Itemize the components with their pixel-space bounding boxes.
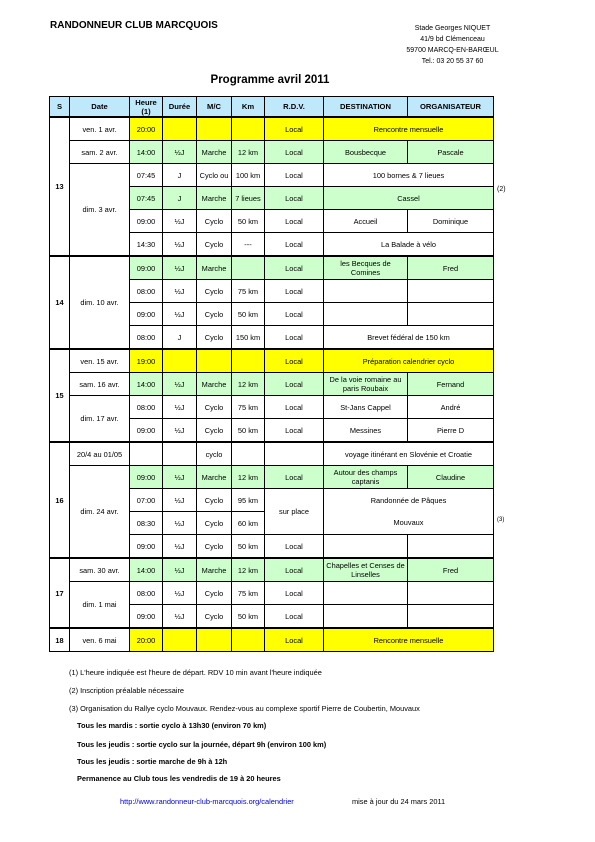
km-cell: --- <box>232 233 265 257</box>
heure-cell: 08:00 <box>130 396 163 419</box>
heure-cell: 07:00 <box>130 489 163 512</box>
week-number-cell: 15 <box>50 349 70 442</box>
mc-cell: Cyclo <box>197 489 232 512</box>
destination-cell: Préparation calendrier cyclo <box>324 349 494 373</box>
destination-cell: 100 bornes & 7 lieues <box>324 164 494 187</box>
rdv-cell: Local <box>265 466 324 489</box>
address-line: Tel.: 03 20 55 37 60 <box>421 58 484 65</box>
column-header: ORGANISATEUR <box>408 97 494 118</box>
table-row <box>50 466 494 489</box>
destination-cell: La Balade à vélo <box>324 233 494 257</box>
heure-cell: 09:00 <box>130 535 163 559</box>
side-note-3: (3) <box>497 517 505 523</box>
organizer-cell <box>408 303 494 326</box>
heure-cell: 09:00 <box>130 210 163 233</box>
organizer-cell: André <box>408 396 494 419</box>
duree-cell: J <box>163 326 197 350</box>
mc-cell: Cyclo <box>197 582 232 605</box>
rdv-cell: Local <box>265 141 324 164</box>
mc-cell: Cyclo ou <box>197 164 232 187</box>
duree-cell: ½J <box>163 233 197 257</box>
calendar-link[interactable]: http://www.randonneur-club-marcquois.org/calendrier <box>120 797 294 806</box>
date-cell: dim. 10 avr. <box>70 256 130 349</box>
table-row <box>50 442 494 466</box>
duree-cell: J <box>163 187 197 210</box>
duree-cell: ½J <box>163 396 197 419</box>
date-cell: sam. 16 avr. <box>70 373 130 396</box>
rdv-cell: Local <box>265 396 324 419</box>
rdv-cell: Local <box>265 628 324 652</box>
organizer-cell <box>408 280 494 303</box>
mc-cell: Marche <box>197 558 232 582</box>
organizer-cell: Pierre D <box>408 419 494 443</box>
duree-cell <box>163 349 197 373</box>
heure-cell: 09:00 <box>130 419 163 443</box>
mc-cell <box>197 117 232 141</box>
date-cell: dim. 1 mai <box>70 582 130 629</box>
mc-cell: Cyclo <box>197 210 232 233</box>
mc-cell: Cyclo <box>197 233 232 257</box>
destination-cell <box>324 303 408 326</box>
footnote: (3) Organisation du Rallye cyclo Mouvaux. Rendez-vous au complexe sportif Pierre de Coubertin, Mouvaux <box>69 704 420 713</box>
heure-cell: 09:00 <box>130 605 163 629</box>
mc-cell: Marche <box>197 141 232 164</box>
destination-cell <box>324 582 408 605</box>
organizer-cell: Fernand <box>408 373 494 396</box>
destination-cell: Randonnée de Pâques <box>324 489 494 512</box>
duree-cell: ½J <box>163 535 197 559</box>
destination-cell <box>324 535 408 559</box>
km-cell: 50 km <box>232 535 265 559</box>
date-cell: dim. 24 avr. <box>70 466 130 559</box>
heure-cell: 08:00 <box>130 280 163 303</box>
km-cell: 50 km <box>232 419 265 443</box>
km-cell: 150 km <box>232 326 265 350</box>
duree-cell: ½J <box>163 466 197 489</box>
week-number-cell: 18 <box>50 628 70 652</box>
club-name: RANDONNEUR CLUB MARCQUOIS <box>50 20 218 31</box>
rdv-cell: Local <box>265 373 324 396</box>
mc-cell: Cyclo <box>197 396 232 419</box>
destination-cell <box>324 605 408 629</box>
rdv-cell: Local <box>265 303 324 326</box>
duree-cell: ½J <box>163 558 197 582</box>
duree-cell: ½J <box>163 373 197 396</box>
organizer-cell: Pascale <box>408 141 494 164</box>
heure-cell: 07:45 <box>130 164 163 187</box>
destination-cell: Rencontre mensuelle <box>324 628 494 652</box>
date-cell: ven. 1 avr. <box>70 117 130 141</box>
destination-cell: Rencontre mensuelle <box>324 117 494 141</box>
km-cell: 60 km <box>232 512 265 535</box>
rdv-cell <box>265 442 324 466</box>
km-cell <box>232 442 265 466</box>
table-row <box>50 373 494 396</box>
destination-cell: Messines <box>324 419 408 443</box>
table-row <box>50 164 494 187</box>
heure-cell: 19:00 <box>130 349 163 373</box>
duree-cell: ½J <box>163 419 197 443</box>
km-cell <box>232 117 265 141</box>
rdv-cell: Local <box>265 558 324 582</box>
heure-cell: 20:00 <box>130 117 163 141</box>
destination-cell: Cassel <box>324 187 494 210</box>
weekly-note: Tous les mardis : sortie cyclo à 13h30 (environ 70 km) <box>77 721 267 730</box>
mc-cell: Marche <box>197 373 232 396</box>
km-cell: 95 km <box>232 489 265 512</box>
km-cell: 12 km <box>232 141 265 164</box>
destination-cell: St-Jans Cappel <box>324 396 408 419</box>
date-cell: ven. 6 mai <box>70 628 130 652</box>
km-cell <box>232 256 265 280</box>
duree-cell <box>163 442 197 466</box>
column-header: DESTINATION <box>324 97 408 118</box>
date-cell: ven. 15 avr. <box>70 349 130 373</box>
heure-cell: 08:30 <box>130 512 163 535</box>
table-row <box>50 582 494 605</box>
table-header-row <box>50 97 494 118</box>
weekly-note: Permanence au Club tous les vendredis de 19 à 20 heures <box>77 774 281 783</box>
duree-cell: ½J <box>163 256 197 280</box>
side-note-2: (2) <box>497 186 506 193</box>
heure-cell: 09:00 <box>130 466 163 489</box>
destination-cell: Brevet fédéral de 150 km <box>324 326 494 350</box>
table-row <box>50 349 494 373</box>
heure-cell: 20:00 <box>130 628 163 652</box>
mc-cell: Marche <box>197 187 232 210</box>
column-header: Heure (1) <box>130 97 163 118</box>
duree-cell: ½J <box>163 141 197 164</box>
km-cell: 75 km <box>232 582 265 605</box>
rdv-cell: Local <box>265 233 324 257</box>
heure-cell: 09:00 <box>130 256 163 280</box>
rdv-cell: Local <box>265 326 324 350</box>
duree-cell: ½J <box>163 210 197 233</box>
date-cell: dim. 17 avr. <box>70 396 130 443</box>
heure-cell: 07:45 <box>130 187 163 210</box>
km-cell: 12 km <box>232 373 265 396</box>
organizer-cell <box>408 582 494 605</box>
club-address <box>385 23 520 67</box>
mc-cell: Cyclo <box>197 326 232 350</box>
destination-cell: Chapelles et Censes de Linselles <box>324 558 408 582</box>
column-header: S <box>50 97 70 118</box>
km-cell: 100 km <box>232 164 265 187</box>
destination-cell: De la voie romaine au paris Roubaix <box>324 373 408 396</box>
mc-cell: Cyclo <box>197 605 232 629</box>
destination-cell: les Becques de Comines <box>324 256 408 280</box>
week-number-cell: 16 <box>50 442 70 558</box>
rdv-cell: Local <box>265 605 324 629</box>
weekly-note: Tous les jeudis : sortie marche de 9h à 12h <box>77 757 228 766</box>
organizer-cell <box>408 605 494 629</box>
table-row <box>50 396 494 419</box>
address-line: Stade Georges NIQUET <box>414 25 491 32</box>
table-row <box>50 628 494 652</box>
rdv-cell: sur place <box>265 489 324 535</box>
date-cell: dim. 3 avr. <box>70 164 130 257</box>
rdv-cell: Local <box>265 164 324 187</box>
organizer-cell: Fred <box>408 256 494 280</box>
rdv-cell: Local <box>265 419 324 443</box>
organizer-cell: Dominique <box>408 210 494 233</box>
destination-cell: Mouvaux <box>324 512 494 535</box>
table-row <box>50 558 494 582</box>
duree-cell <box>163 117 197 141</box>
rdv-cell: Local <box>265 349 324 373</box>
heure-cell: 14:00 <box>130 558 163 582</box>
mc-cell: Marche <box>197 256 232 280</box>
column-header: Date <box>70 97 130 118</box>
column-header: M/C <box>197 97 232 118</box>
rdv-cell: Local <box>265 117 324 141</box>
table-row <box>50 117 494 141</box>
km-cell: 12 km <box>232 558 265 582</box>
heure-cell: 14:00 <box>130 141 163 164</box>
duree-cell: ½J <box>163 512 197 535</box>
km-cell: 75 km <box>232 280 265 303</box>
column-header: Km <box>232 97 265 118</box>
organizer-cell <box>408 535 494 559</box>
rdv-cell: Local <box>265 256 324 280</box>
address-line: 41/9 bd Clémenceau <box>420 36 485 43</box>
mc-cell: cyclo <box>197 442 232 466</box>
duree-cell: ½J <box>163 582 197 605</box>
rdv-cell: Local <box>265 210 324 233</box>
date-cell: sam. 30 avr. <box>70 558 130 582</box>
weekly-note: Tous les jeudis : sortie cyclo sur la journée, départ 9h (environ 100 km) <box>77 740 327 749</box>
destination-cell: Bousbecque <box>324 141 408 164</box>
mc-cell <box>197 628 232 652</box>
duree-cell: ½J <box>163 605 197 629</box>
heure-cell: 08:00 <box>130 326 163 350</box>
program-table <box>49 96 494 652</box>
heure-cell: 14:00 <box>130 373 163 396</box>
mc-cell: Cyclo <box>197 303 232 326</box>
rdv-cell: Local <box>265 280 324 303</box>
duree-cell: ½J <box>163 280 197 303</box>
address-line: 59700 MARCQ-EN-BARŒUL <box>406 47 499 54</box>
km-cell <box>232 349 265 373</box>
column-header: R.D.V. <box>265 97 324 118</box>
km-cell: 50 km <box>232 303 265 326</box>
rdv-cell: Local <box>265 535 324 559</box>
mc-cell: Marche <box>197 466 232 489</box>
week-number-cell: 13 <box>50 117 70 256</box>
km-cell: 50 km <box>232 210 265 233</box>
week-number-cell: 14 <box>50 256 70 349</box>
rdv-cell: Local <box>265 187 324 210</box>
heure-cell <box>130 442 163 466</box>
km-cell: 7 lieues <box>232 187 265 210</box>
organizer-cell: Claudine <box>408 466 494 489</box>
heure-cell: 14:30 <box>130 233 163 257</box>
date-cell: sam. 2 avr. <box>70 141 130 164</box>
footnote: (2) Inscription préalable nécessaire <box>69 686 185 695</box>
week-number-cell: 17 <box>50 558 70 628</box>
km-cell: 12 km <box>232 466 265 489</box>
duree-cell: ½J <box>163 303 197 326</box>
update-date: mise à jour du 24 mars 2011 <box>352 797 446 806</box>
destination-cell: Accueil <box>324 210 408 233</box>
table-row <box>50 256 494 280</box>
mc-cell: Cyclo <box>197 419 232 443</box>
date-cell: 20/4 au 01/05 <box>70 442 130 466</box>
km-cell: 50 km <box>232 605 265 629</box>
table-row <box>50 141 494 164</box>
mc-cell: Cyclo <box>197 512 232 535</box>
km-cell: 75 km <box>232 396 265 419</box>
destination-cell <box>324 280 408 303</box>
destination-cell: Autour des champs captanis <box>324 466 408 489</box>
footnote: (1) L'heure indiquée est l'heure de départ. RDV 10 min avant l'heure indiquée <box>69 668 322 677</box>
duree-cell: J <box>163 164 197 187</box>
heure-cell: 08:00 <box>130 582 163 605</box>
heure-cell: 09:00 <box>130 303 163 326</box>
column-header: Durée <box>163 97 197 118</box>
duree-cell: ½J <box>163 489 197 512</box>
page-title: Programme avril 2011 <box>210 74 330 86</box>
rdv-cell: Local <box>265 582 324 605</box>
mc-cell: Cyclo <box>197 535 232 559</box>
destination-cell: voyage itinérant en Slovénie et Croatie <box>324 442 494 466</box>
duree-cell <box>163 628 197 652</box>
mc-cell: Cyclo <box>197 280 232 303</box>
km-cell <box>232 628 265 652</box>
organizer-cell: Fred <box>408 558 494 582</box>
mc-cell <box>197 349 232 373</box>
